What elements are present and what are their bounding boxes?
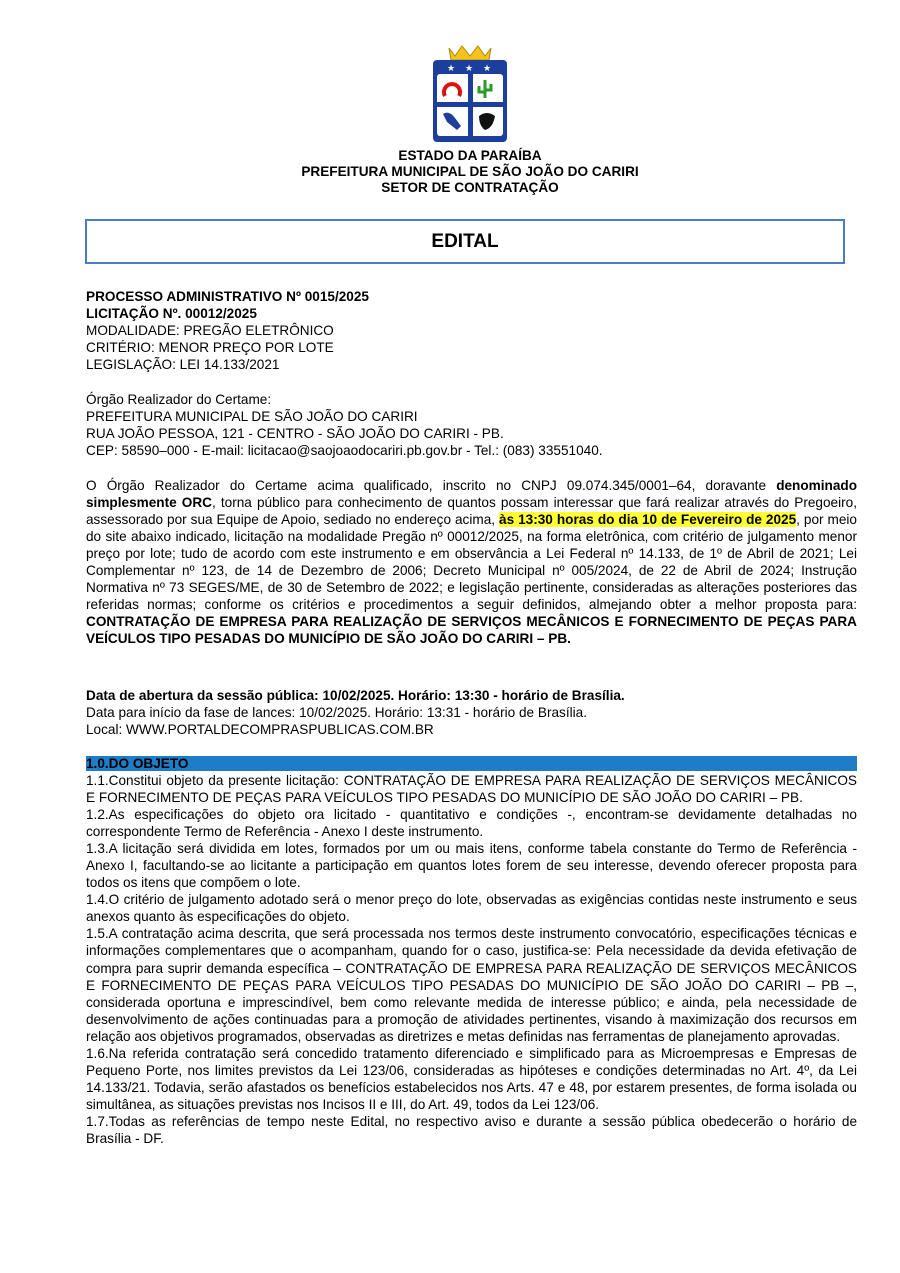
municipal-crest-icon bbox=[427, 44, 513, 144]
session-opening: Data de abertura da sessão pública: 10/02/2025. Horário: 13:30 - horário de Brasília. bbox=[86, 688, 625, 703]
clause-1-5: 1.5.A contratação acima descrita, que será processada nos termos deste instrumento convocatório, especificações técnicas e informações complementares que o acompanham, quando for o caso, justifica-se: Pela necessidade da devida efetivação de compra para suprir demanda específica – CONTRATAÇÃO DE EMPRESA PARA REALIZAÇÃO DE SERVIÇOS MECÂNICOS E FORNECIMENTO DE PEÇAS PARA VEÍCULOS TIPO PESADAS DO MUNICÍPIO DE SÃO JOÃO DO CARIRI – PB –, considerada oportuna e imprescindível, bem como relevante medida de interesse público; e ainda, pela necessidade de desenvolvimento de ações continuadas para a promoção de atividades pertinentes, visando à maximização dos recursos em relação aos objetivos programados, observadas as diretrizes e metas definidas nas ferramentas de planejamento aprovadas. bbox=[86, 926, 857, 1044]
session-location: Local: WWW.PORTALDECOMPRASPUBLICAS.COM.BR bbox=[86, 722, 434, 737]
criterion: CRITÉRIO: MENOR PREÇO POR LOTE bbox=[86, 340, 334, 355]
clause-1-1: 1.1.Constitui objeto da presente licitação: CONTRATAÇÃO DE EMPRESA PARA REALIZAÇÃO DE SERVIÇOS MECÂNICOS E FORNECIMENTO DE PEÇAS PARA VEÍCULOS TIPO PESADAS DO MUNICÍPIO DE SÃO JOÃO DO CARIRI – PB. bbox=[86, 773, 857, 806]
header-sector: SETOR DE CONTRATAÇÃO bbox=[381, 180, 559, 195]
header-state: ESTADO DA PARAÍBA bbox=[398, 148, 542, 163]
intro-paragraph bbox=[86, 477, 857, 647]
document-header bbox=[0, 148, 900, 196]
organ-name: PREFEITURA MUNICIPAL DE SÃO JOÃO DO CARIRI bbox=[86, 409, 418, 424]
organ-address: RUA JOÃO PESSOA, 121 - CENTRO - SÃO JOÃO DO CARIRI - PB. bbox=[86, 426, 504, 441]
intro-text-3: , por meio do site abaixo indicado, licitação na modalidade Pregão nº 00012/2025, na forma eletrônica, com critério de julgamento menor preço por lote; tudo de acordo com este instrumento e em observância a Lei Federal nº 14.133, de 1º de Abril de 2021; Lei Complementar nº 123, de 14 de Dezembro de 2006; Decreto Municipal nº 005/2024, de 22 de Abril de 2024; Instrução Normativa nº 73 SEGES/ME, de 30 de Setembro de 2022; e legislação pertinente, consideradas as alterações posteriores das referidas normas; conforme os critérios e procedimentos a seguir definidos, almejando obter a melhor proposta para: bbox=[86, 512, 857, 612]
process-number: PROCESSO ADMINISTRATIVO Nº 0015/2025 bbox=[86, 289, 369, 304]
licitation-number: LICITAÇÃO Nº. 00012/2025 bbox=[86, 306, 257, 321]
header-municipality: PREFEITURA MUNICIPAL DE SÃO JOÃO DO CARIRI bbox=[301, 164, 639, 179]
session-info bbox=[86, 687, 857, 738]
intro-text-2: , torna público para conhecimento de quantos possam interessar que fará realizar através do Pregoeiro, assessorado por sua Equipe de Apoio, sediado no endereço acima, bbox=[86, 495, 857, 527]
organ-contact: CEP: 58590–000 - E-mail: licitacao@saojoaodocariri.pb.gov.br - Tel.: (083) 33551040. bbox=[86, 443, 603, 458]
svg-text:★: ★ bbox=[465, 64, 474, 74]
intro-orc-bold: denominado simplesmente ORC bbox=[86, 478, 857, 510]
legislation: LEGISLAÇÃO: LEI 14.133/2021 bbox=[86, 357, 280, 372]
clause-1-3: 1.3.A licitação será dividida em lotes, formados por um ou mais itens, conforme tabela constante do Termo de Referência - Anexo I, facultando-se ao licitante a participação em quantos lotes forem de seu interesse, devendo oferecer proposta para todos os itens que compõem o lote. bbox=[86, 841, 857, 891]
organ-label: Órgão Realizador do Certame: bbox=[86, 392, 272, 407]
section-heading-objeto: 1.0.DO OBJETO bbox=[86, 756, 857, 771]
modality: MODALIDADE: PREGÃO ELETRÔNICO bbox=[86, 323, 334, 338]
section-objeto-body bbox=[86, 772, 857, 1147]
clause-1-6: 1.6.Na referida contratação será concedido tratamento diferenciado e simplificado para as Microempresas e Empresas de Pequeno Porte, nos limites previstos da Lei 123/06, consideradas as hipóteses e condições determinadas no Art. 4º, da Lei 14.133/21. Todavia, serão afastados os benefícios estabelecidos nos Arts. 47 e 48, por estarem presentes, de forma isolada ou simultânea, as situações previstas nos Incisos II e III, do Art. 49, todos da Lei 123/06. bbox=[86, 1045, 857, 1112]
session-bids-start: Data para início da fase de lances: 10/02/2025. Horário: 13:31 - horário de Brasília. bbox=[86, 705, 588, 720]
clause-1-4: 1.4.O critério de julgamento adotado será o menor preço do lote, observadas as exigências contidas neste instrumento e seus anexos quanto às especificações do objeto. bbox=[86, 892, 857, 925]
intro-text-1: O Órgão Realizador do Certame acima qualificado, inscrito no CNPJ 09.074.345/0001–64, doravante bbox=[86, 478, 777, 493]
organ-info bbox=[86, 391, 857, 459]
document-title: EDITAL bbox=[431, 230, 499, 252]
process-info bbox=[86, 288, 857, 373]
document-title-box bbox=[85, 219, 845, 264]
svg-text:★: ★ bbox=[447, 64, 456, 74]
intro-highlight-date: às 13:30 horas do dia 10 de Fevereiro de 2025 bbox=[499, 512, 797, 527]
intro-object-bold: CONTRATAÇÃO DE EMPRESA PARA REALIZAÇÃO DE SERVIÇOS MECÂNICOS E FORNECIMENTO DE PEÇAS PARA VEÍCULOS TIPO PESADAS DO MUNICÍPIO DE SÃO JOÃO DO CARIRI – PB. bbox=[86, 614, 857, 646]
clause-1-7: 1.7.Todas as referências de tempo neste Edital, no respectivo aviso e durante a sessão pública obedecerão o horário de Brasília - DF. bbox=[86, 1113, 857, 1146]
svg-text:★: ★ bbox=[483, 64, 492, 74]
clause-1-2: 1.2.As especificações do objeto ora licitado - quantitativo e condições -, encontram-se devidamente detalhadas no correspondente Termo de Referência - Anexo I deste instrumento. bbox=[86, 807, 857, 840]
